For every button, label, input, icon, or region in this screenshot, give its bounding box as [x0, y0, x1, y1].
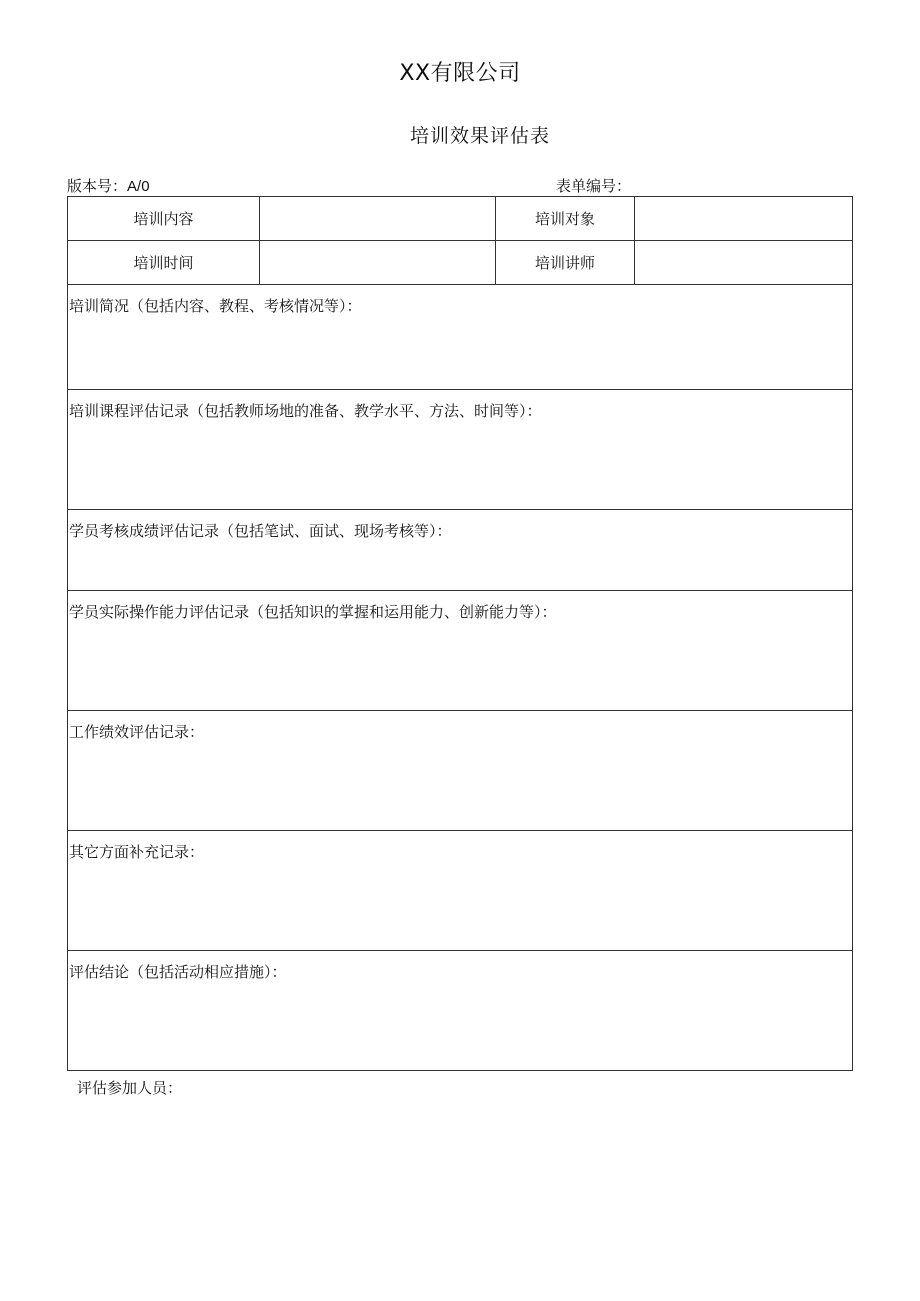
evaluation-attendees-label: 评估参加人员：: [77, 1079, 183, 1097]
form-number-label: 表单编号：: [556, 177, 632, 195]
training-time-label: 培训时间: [68, 241, 260, 285]
form-number: [556, 175, 631, 196]
training-content-label: 培训内容: [68, 197, 260, 241]
section-conclusion: [68, 951, 853, 1071]
info-row-time: [68, 241, 853, 285]
section-practical-evaluation: [68, 591, 853, 711]
training-content-field[interactable]: [260, 197, 496, 241]
training-audience-label: 培训对象: [496, 197, 635, 241]
section-other-notes: [68, 831, 853, 951]
course-evaluation-field[interactable]: 培训课程评估记录（包括教师场地的准备、教学水平、方法、时间等）：: [68, 390, 853, 510]
training-time-field[interactable]: [260, 241, 496, 285]
training-instructor-label: 培训讲师: [496, 241, 635, 285]
form-title: 培训效果评估表: [409, 125, 550, 147]
other-notes-field[interactable]: 其它方面补充记录：: [68, 831, 853, 951]
evaluation-form-table: [67, 196, 853, 1071]
company-name: XX有限公司: [399, 61, 521, 86]
version-value: A/0: [127, 178, 150, 195]
section-training-summary: [68, 285, 853, 390]
section-exam-evaluation: [68, 510, 853, 591]
training-summary-field[interactable]: 培训简况（包括内容、教程、考核情况等）：: [68, 285, 853, 390]
exam-evaluation-field[interactable]: 学员考核成绩评估记录（包括笔试、面试、现场考核等）：: [68, 510, 853, 591]
info-row-content: [68, 197, 853, 241]
practical-evaluation-field[interactable]: 学员实际操作能力评估记录（包括知识的掌握和运用能力、创新能力等）：: [68, 591, 853, 711]
training-instructor-field[interactable]: [635, 241, 853, 285]
training-audience-field[interactable]: [635, 197, 853, 241]
version-label: 版本号：: [67, 177, 128, 195]
performance-evaluation-field[interactable]: 工作绩效评估记录：: [68, 711, 853, 831]
section-course-evaluation: [68, 390, 853, 510]
version-number: [67, 175, 150, 196]
conclusion-field[interactable]: 评估结论（包括活动相应措施）：: [68, 951, 853, 1071]
section-performance-evaluation: [68, 711, 853, 831]
